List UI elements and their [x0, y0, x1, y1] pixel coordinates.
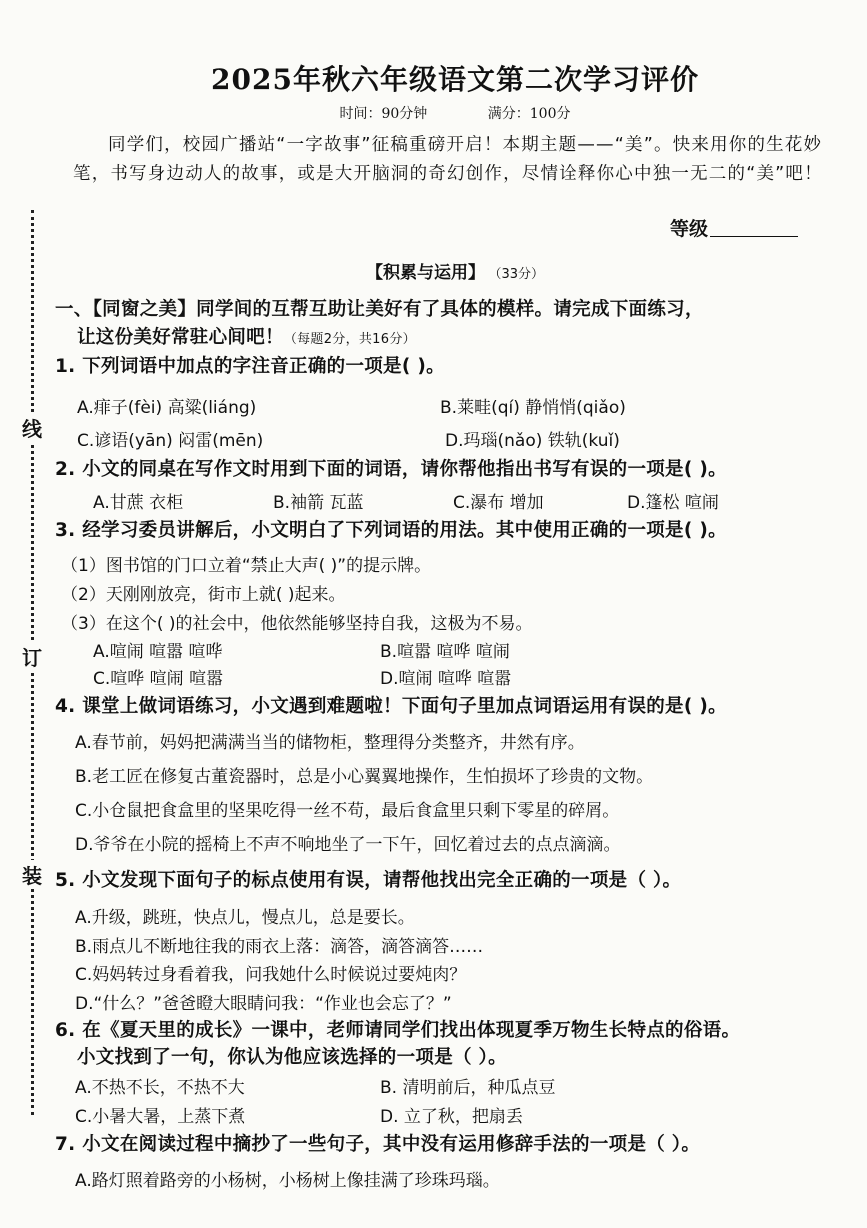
binding-char-zhuang: 装: [22, 860, 42, 889]
section-score: （33分）: [494, 267, 545, 282]
exam-time: 时间：90分钟: [339, 106, 428, 122]
q3-option-b: B.喧嚣 喧哗 喧闹: [380, 642, 510, 662]
q2-option-a: A.甘蔗 衣柜: [93, 493, 184, 513]
q1-stem: 1. 下列词语中加点的字注音正确的一项是( )。: [55, 356, 445, 377]
part1-heading-text: 让这份美好常驻心间吧！: [77, 327, 284, 348]
q1-option-c: C.谚语(yān) 闷雷(mēn): [77, 431, 264, 451]
q4-stem: 4. 课堂上做词语练习，小文遇到难题啦！下面句子里加点词语运用有误的是( )。: [55, 696, 727, 717]
q5-option-b: B.雨点儿不断地往我的雨衣上落：滴答，滴答滴答……: [75, 937, 484, 957]
q4-option-b: B.老工匠在修复古董瓷器时，总是小心翼翼地操作，生怕损坏了珍贵的文物。: [75, 767, 654, 787]
q7-stem: 7. 小文在阅读过程中摘抄了一些句子，其中没有运用修辞手法的一项是（ ）。: [55, 1134, 701, 1155]
exam-title: 2025年秋六年级语文第二次学习评价: [211, 63, 699, 96]
exam-meta: [55, 103, 855, 123]
q6-option-c: C.小暑大暑，上蒸下煮: [75, 1107, 246, 1127]
binding-char-ding: 订: [22, 642, 42, 671]
q1-option-b: B.莱畦(qí) 静悄悄(qiǎo): [440, 398, 626, 418]
q5-option-c: C.妈妈转过身看着我，问我她什么时候说过要炖肉？: [75, 965, 467, 985]
q6-option-d: D. 立了秋，把扇丢: [380, 1107, 523, 1127]
q3-option-c: C.喧哗 喧闹 喧嚣: [93, 669, 224, 689]
q4-option-d: D.爷爷在小院的摇椅上不声不响地坐了一下午，回忆着过去的点点滴滴。: [75, 835, 621, 855]
q3-option-d: D.喧闹 喧哗 喧嚣: [380, 669, 512, 689]
q6-stem: 6. 在《夏天里的成长》一课中，老师请同学们找出体现夏季万物生长特点的俗语。: [55, 1020, 741, 1041]
exam-full-score: 满分：100分: [487, 106, 571, 122]
q3-item-2: （2）天刚刚放亮，街市上就( )起来。: [61, 585, 346, 605]
q4-option-c: C.小仓鼠把食盒里的坚果吃得一丝不苟，最后食盒里只剩下零星的碎屑。: [75, 801, 620, 821]
q3-option-a: A.喧闹 喧嚣 喧哗: [93, 642, 223, 662]
part1-note: （每题2分，共16分）: [283, 332, 416, 347]
q5-option-a: A.升级，跳班，快点儿，慢点儿，总是要长。: [75, 908, 415, 928]
q6-option-a: A.不热不长，不热不大: [75, 1078, 245, 1098]
q2-option-b: B.袖箭 瓦蓝: [273, 493, 364, 513]
q2-option-c: C.瀑布 增加: [453, 493, 544, 513]
intro-paragraph: 同学们，校园广播站“一字故事”征稿重磅开启！本期主题——“美”。快来用你的生花妙笔，书写身边动人的故事，或是大开脑洞的奇幻创作，尽情诠释你心中独一无二的“美”吧！: [73, 135, 823, 184]
q6-option-b: B. 清明前后，种瓜点豆: [380, 1078, 556, 1098]
q5-option-d: D.“什么？”爸爸瞪大眼睛问我：“作业也会忘了？”: [75, 994, 452, 1014]
q3-item-1: （1）图书馆的门口立着“禁止大声( )”的提示牌。: [61, 556, 432, 576]
grade-blank[interactable]: [710, 236, 798, 237]
section-heading: [55, 258, 855, 283]
q7-option-a: A.路灯照着路旁的小杨树，小杨树上像挂满了珍珠玛瑙。: [75, 1171, 500, 1191]
q1-option-d: D.玛瑙(nǎo) 铁轨(kuǐ): [445, 431, 620, 451]
binding-margin: [22, 210, 42, 1115]
q4-option-a: A.春节前，妈妈把满满当当的储物柜，整理得分类整齐，井然有序。: [75, 733, 585, 753]
binding-char-xian: 线: [22, 413, 42, 442]
q2-stem: 2. 小文的同桌在写作文时用到下面的词语，请你帮他指出书写有误的一项是( )。: [55, 459, 727, 480]
q3-stem: 3. 经学习委员讲解后，小文明白了下列词语的用法。其中使用正确的一项是( )。: [55, 520, 727, 541]
q3-item-3: （3）在这个( )的社会中，他依然能够坚持自我，这极为不易。: [61, 614, 533, 634]
grade-field: [670, 214, 798, 241]
q5-stem: 5. 小文发现下面句子的标点使用有误，请帮他找出完全正确的一项是（ ）。: [55, 870, 682, 891]
part1-heading: 一、【同窗之美】同学间的互帮互助让美好有了具体的模样。请完成下面练习，: [55, 299, 704, 320]
grade-label: 等级: [670, 218, 709, 240]
section-title: 【积累与运用】: [365, 263, 485, 283]
q6-stem-line2: 小文找到了一句，你认为他应该选择的一项是（ ）。: [77, 1047, 507, 1068]
q2-option-d: D.篷松 喧闹: [627, 493, 719, 513]
q1-option-a: A.痱子(fèi) 高粱(liáng): [77, 398, 257, 418]
part1-heading-line2: [77, 323, 416, 349]
